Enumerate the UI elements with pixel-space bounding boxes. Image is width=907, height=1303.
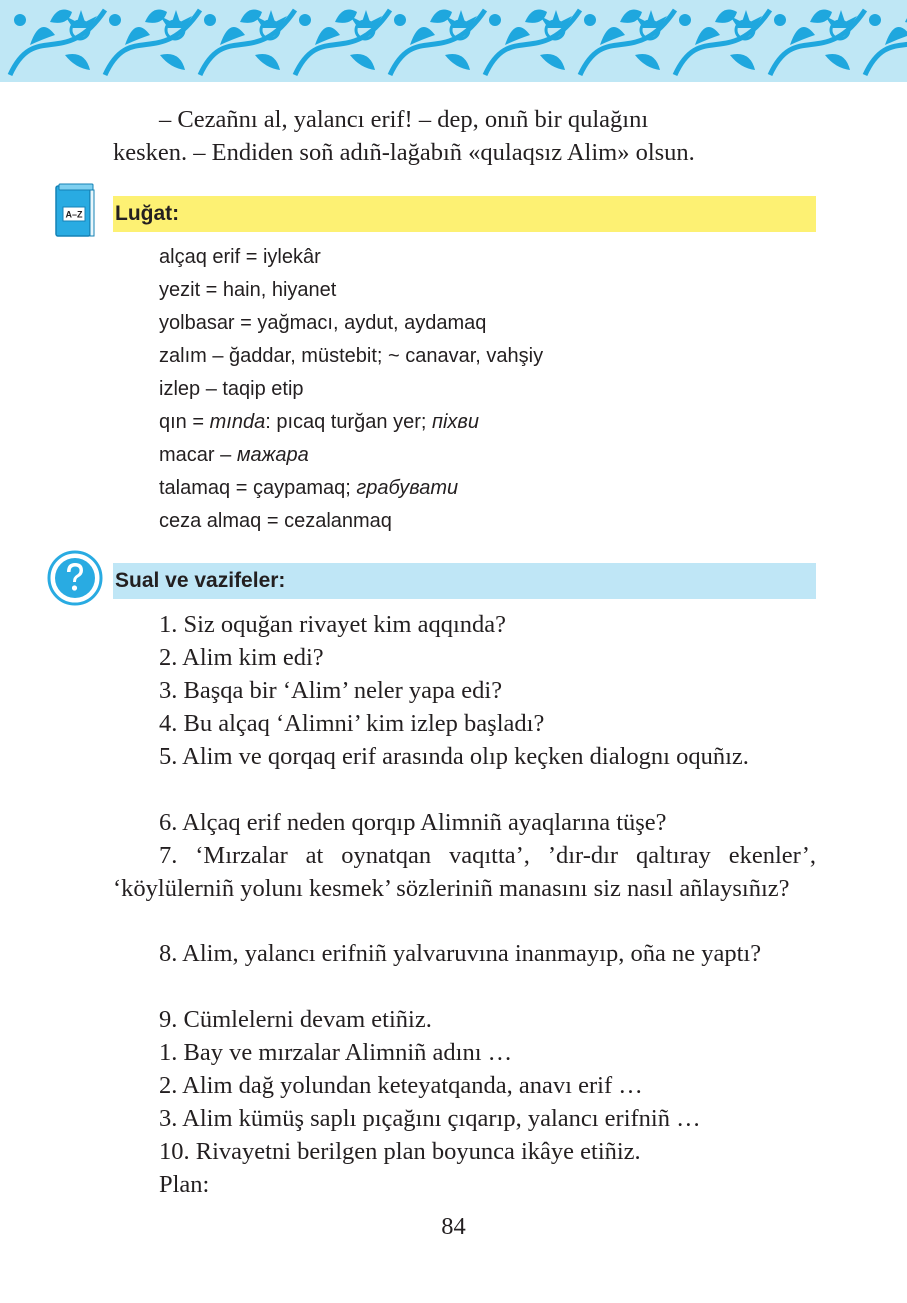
dictionary-book-icon: [54, 182, 96, 243]
berry: [394, 14, 406, 26]
berry: [109, 14, 121, 26]
berry: [869, 14, 881, 26]
leaf: [825, 54, 850, 70]
question-3: 3. Başqa bir ‘Alim’ neler yapa edi?: [159, 677, 503, 704]
question-8: 8. Alim, yalancı erifniñ yalvaruvına inanmayıp, oña ne yaptı?: [159, 940, 762, 967]
berry: [489, 14, 501, 26]
question-mark-icon: [46, 549, 104, 612]
plan-label: Plan:: [159, 1171, 210, 1198]
berry: [14, 14, 26, 26]
glossary-entry: talamaq = çaypamaq; грабувати: [159, 477, 459, 499]
glossary-heading: Luğat:: [113, 196, 816, 232]
leaf: [350, 54, 375, 70]
glossary-entry: zalım – ğaddar, müstebit; ~ canavar, vahşiy: [159, 345, 544, 367]
question-7: 7. ‘Mırzalar at oynatqan vaqıtta’, ’dır-dır qaltıray ekenler’, ‘köylülerniñ yolunı kesmek’ sözleriniñ manasını siz nasıl añlaysıñız?: [113, 842, 816, 902]
sentence-2: 2. Alim dağ yolundan keteyatqanda, anavı erif …: [159, 1072, 643, 1099]
question-1: 1. Siz oquğan rivayet kim aqqında?: [159, 611, 506, 638]
question-4: 4. Bu alçaq ‘Alimni’ kim izlep başladı?: [159, 710, 545, 737]
berry: [774, 14, 786, 26]
book-icon-label: A–Z: [65, 209, 83, 220]
sentence-3: 3. Alim kümüş saplı pıçağını çıqarıp, yalancı erifniñ …: [159, 1105, 701, 1132]
question-6: 6. Alçaq erif neden qorqıp Alimniñ ayaqlarına tüşe?: [159, 809, 667, 836]
glossary-entry: qın = mında: pıcaq turğan yer; піхви: [159, 411, 479, 433]
floral-ornament: [0, 0, 907, 82]
leaf: [65, 54, 90, 70]
leaf: [635, 54, 660, 70]
leaf: [730, 54, 755, 70]
intro-line-2: kesken. – Endiden soñ adıñ-lağabıñ «qulaqsız Alim» olsun.: [113, 139, 695, 166]
glossary-entry: alçaq erif = iylekâr: [159, 246, 321, 268]
leaf: [540, 54, 565, 70]
berry: [679, 14, 691, 26]
page-number: 84: [441, 1213, 466, 1240]
leaf: [445, 54, 470, 70]
berry: [299, 14, 311, 26]
glossary-entry: izlep – taqip etip: [159, 378, 304, 400]
glossary-entry: ceza almaq = cezalanmaq: [159, 510, 392, 532]
berry: [584, 14, 596, 26]
question-10: 10. Rivayetni berilgen plan boyunca ikâye etiñiz.: [159, 1138, 641, 1165]
leaf: [160, 54, 185, 70]
glossary-entry: yolbasar = yağmacı, aydut, aydamaq: [159, 312, 487, 334]
ornament-banner: [0, 0, 907, 82]
question-5: 5. Alim ve qorqaq erif arasında olıp keçken dialognı oquñız.: [159, 743, 749, 770]
glossary-entry: macar – мажара: [159, 444, 309, 466]
intro-line-1: – Cezañnı al, yalancı erif! – dep, onıñ bir qulağını: [159, 106, 649, 133]
questions-heading: Sual ve vazifeler:: [113, 563, 816, 599]
question-2: 2. Alim kim edi?: [159, 644, 324, 671]
berry: [204, 14, 216, 26]
leaf: [255, 54, 280, 70]
glossary-entry: yezit = hain, hiyanet: [159, 279, 337, 301]
sentence-1: 1. Bay ve mırzalar Alimniñ adını …: [159, 1039, 513, 1066]
question-9: 9. Cümlelerni devam etiñiz.: [159, 1006, 432, 1033]
